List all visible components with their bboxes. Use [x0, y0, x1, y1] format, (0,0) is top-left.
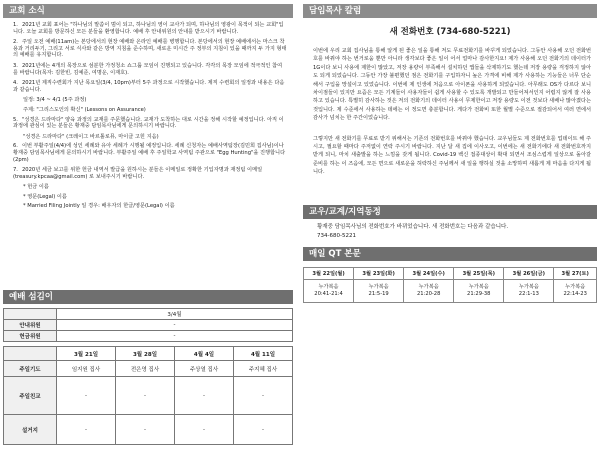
- sermon-header: 담임목사 칼럼: [303, 4, 597, 18]
- notice-item: 3. 2021년에는 4개의 목장으로 섬분한 가정청소 쇼그룹 모임이 진행되고 있습니다. 각각의 목장 모임에 적극적인 참여를 바랍니다(목자: 김한빈, 김예준, 여명운, 이재호).: [13, 62, 283, 76]
- qt-header: 매일 QT 본문: [303, 247, 597, 261]
- table-row: 헌금위원 -: [4, 331, 293, 342]
- sermon-paragraph: 그렇지만 새 전화기를 무료로 받기 위해서는 기존의 전화번호를 바꿔야 했습니다. 교우님들도 제 전화번호를 업데이트 해 주시고, 필요할 때마다 주저없이 연락 주시기 바랍니다. 지난 달 새 집에 이사오고, 이번에는 새 전화기에다 새 전화번호까지 받게 되니, 마치 새출발을 하는 느낌을 갖게 됩니다. Covid-19 백신 접종대상이 확대 되면서 조심스럽게 일상으로 돌아갈 준비를 하는 이 즈음에, 모든 면으로 새로운을 허락하신 주님께서 새 일을 행하실 것을 소망하며 새롭게 제 마음을 다지게 됩니다.: [313, 135, 591, 176]
- table-row: 설거지 - - - -: [4, 415, 293, 445]
- duty-date: 3/4월: [57, 309, 293, 320]
- qt-reference-row: 누가복음 20:41-21:4 누가복음 21:5-19 누가복음 21:20-28 누가복음 21:29-38 누가복음 22:1-13 누가복음 22:14-23: [304, 279, 597, 302]
- news-text: 황재중 담임목사님의 전화번호가 바뀌었습니다. 새 전화번호는 다음과 같습니다.: [317, 223, 509, 230]
- notice-item: 4. 2021년 제직수련회가 지난 목요일(3/4, 10pm)부터 5주 과정으로 시작했습니다. 제직 수련회의 일정과 내용은 다음과 같습니다.: [13, 80, 285, 93]
- notice-item: 1. 2021년 교회 표어는 "하나님의 말씀이 멈이 되고, 하나님의 영이 교사가 되며, 하나님의 영광이 목적이 되는 교회"입니다. 오늘 교회를 방문하신 모든 분들을 환영합니다. 예배 후 안내위원의 안내를 받으시기 바랍니다.: [13, 22, 284, 35]
- notice-header: 교회 소식: [3, 4, 293, 18]
- duty-header: 예배 섬김이: [3, 290, 293, 304]
- notice-sub-topic: 주제: "그리스도인의 확신" (Lessons on Assurance): [23, 106, 146, 113]
- qt-table: [303, 267, 597, 303]
- table-row: 주일기도 임지원 집사 전은영 집사 주상열 집사 주지혜 집사: [4, 361, 293, 377]
- notice-item: 7. 2020년 세금 보고를 위한 헌금 내역서 발급을 원하시는 분들은 이메일로 정확한 기입자명과 재정팀 이메일(treasury.kpcaa@gmail.com) 로 보내주시기 바랍니다.: [13, 167, 263, 180]
- sermon-paragraph: 이번에 우리 교회 집사님을 통해 알게 된 좋은 일을 통해 저도 무료전화기를 바꾸게 되었습니다. 그동안 사용해 오던 전화번호를 바꿔야 하는 번거로움 뿐만 아니라 생각보다 좋은 일이 어서 얼마나 감사한지요! 제가 사용해 오던 전화기의 데이터가 1G이다 보니 사용에 제한이 많았고, 저장 용량이 부족해서 설치하던 앱들을 삭제하기도 했는데 저장 용량을 걱정하지 않아도 되게 되었습니다. 그동안 가장 불편했던 점은 전화기를 구입하자니 높은 가격에 비해 제가 사용하는 기능들은 너무 단순해서 구입을 망설이고 있었습니다. 이번에 제 인생에 처음으로 아이폰을 사용하게 되었습니다. 아무래도 OS가 다르다 보니 차이점들이 있지만 요즘은 모든 기계들이 사용자들이 쉽게 사용할 수 있도록 개발되고 만들어져서인지 어렵지 않게 잘 사용하고 있습니다. 특별히 감사하는 것은 저의 전화기의 데이터 사용이 무제한이고 저장 용량도 이전 것보다 새배나 많아졌다는 것입니다. 제 수준에서 사용하는 데에는 이 정도면 충분합니다. 게다가 전화비 또한 월별 수준으로 절감되어서 여러 면에서 감사가 넘치는 한 주간이었습니다.: [313, 48, 591, 122]
- notice-item: 2. 주일 오전 예배(11am)는 본당에서의 현장 예배와 온라인 예배를 병행합니다. 본당에서의 현장 예배에서는 마스크 착용과 거리두기, 그리고 서로 식사와 같은 방역 지침을 준수하며, 새로운 미시간 주 정부의 지침이 있을 때까지 두 가지 형태의 예배를 유지합니다.: [13, 39, 287, 59]
- notice-item: 6. 이번 부활주일(4/4)에 성인 세례와 유아 세례가 시행될 예정입니다. 세례 신청자는 예배사역팀장(김민희 집사님)이나 황재중 담임목사님에게 문의하시기 바랍니다. 부활주일 예배 후 주일학교 사역팀 주관으로 "Egg Hunting"을 진행합니다(2pm): [13, 143, 286, 163]
- duty-corner-cell: [4, 309, 57, 320]
- schedule-date: 3월 21일: [57, 347, 116, 361]
- schedule-header-row: [4, 347, 293, 361]
- news-body: [317, 223, 591, 241]
- news-phone: 734-680-5221: [317, 232, 356, 239]
- notice-body: [3, 18, 293, 290]
- news-header: 교우/교계/지역동정: [303, 205, 597, 219]
- table-row: 주일친교 - - - -: [4, 377, 293, 415]
- notice-item: 5. "성경은 드라마다" 양육 과정의 교재를 주문했습니다. 교재가 도착하는 대로 시간을 정해 시작할 예정입니다. 아직 이 과정에 관심이 있는 분들은 황재중 담임목사님에게 문의하시기 바랍니다.: [13, 116, 284, 130]
- schedule-table: [3, 346, 293, 445]
- notice-sub-schedule: 일정: 3/4 ~ 4/1 (5주 과정): [23, 97, 87, 104]
- table-row: 안내위원 -: [4, 320, 293, 331]
- duty-table: [3, 308, 293, 342]
- schedule-date: 4월 4일: [175, 347, 234, 361]
- notice-sub-book: "성경은 드라마다" (크레이그 바르톨로뮤, 마이클 고힌 지음): [23, 133, 159, 140]
- qt-date-row: 3월 22일(월) 3월 23일(화) 3월 24일(수) 3월 25일(목) 3월 26일(금) 3월 27(토): [304, 267, 597, 279]
- left-column: [3, 4, 293, 445]
- right-column: [303, 4, 597, 303]
- notice-sub-bullet: * Married Filing Jointly 일 경우: 배우자의 한글/영문(Legal) 이름: [23, 203, 175, 210]
- schedule-date: 3월 28일: [116, 347, 175, 361]
- sermon-title: 새 전화번호 (734-680-5221): [389, 27, 511, 37]
- notice-sub-bullet: * 헌금 이름: [23, 184, 49, 191]
- schedule-date: 4월 11일: [234, 347, 293, 361]
- notice-sub-bullet: * 영문(Legal) 이름: [23, 193, 67, 200]
